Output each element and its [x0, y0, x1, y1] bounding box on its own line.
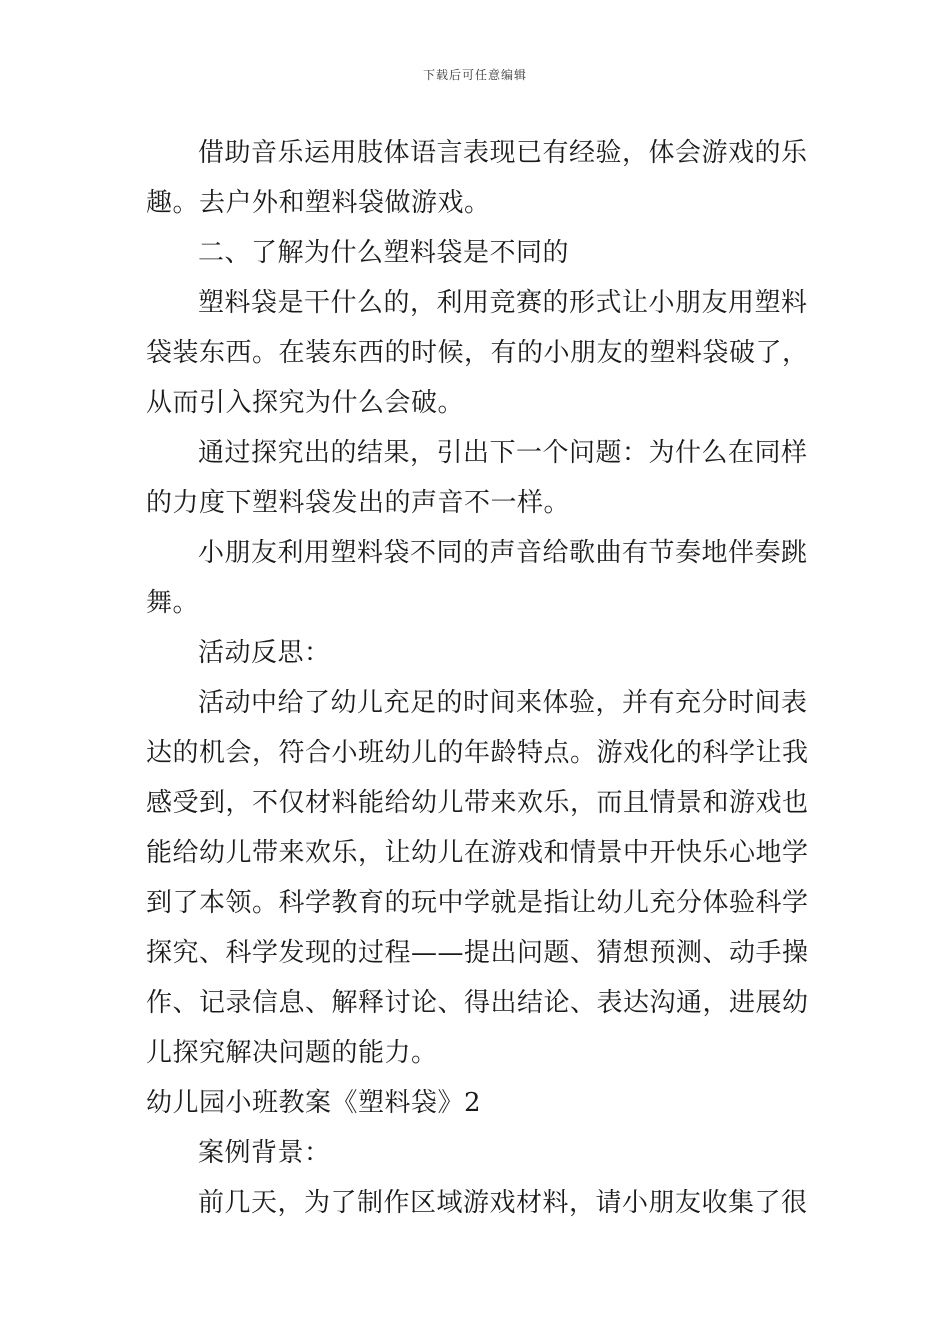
paragraph: 前几天，为了制作区域游戏材料，请小朋友收集了很 [198, 1188, 808, 1218]
subheading: 案例背景： [198, 1138, 331, 1168]
paragraph: 塑料袋是干什么的，利用竞赛的形式让小朋友用塑料袋装东西。在装东西的时候，有的小朋友的塑料袋破了，从而引入探究为什么会破。 [146, 288, 809, 418]
document-body [146, 128, 814, 1228]
subheading: 活动反思： [198, 638, 331, 668]
paragraph: 通过探究出的结果，引出下一个问题：为什么在同样的力度下塑料袋发出的声音不一样。 [146, 438, 808, 518]
paragraph: 借助音乐运用肢体语言表现已有经验，体会游戏的乐趣。去户外和塑料袋做游戏。 [146, 138, 808, 218]
header-note: 下载后可任意编辑 [422, 68, 527, 82]
paragraph: 活动中给了幼儿充足的时间来体验，并有充分时间表达的机会，符合小班幼儿的年龄特点。游戏化的科学让我感受到，不仅材料能给幼儿带来欢乐，而且情景和游戏也能给幼儿带来欢乐，让幼儿在游戏和情景中开快乐心地学到了本领。科学教育的玩中学就是指让幼儿充分体验科学探究、科学发现的过程——提出问题、猜想预测、动手操作、记录信息、解释讨论、得出结论、表达沟通，进展幼儿探究解决问题的能力。 [146, 688, 809, 1068]
paragraph: 小朋友利用塑料袋不同的声音给歌曲有节奏地伴奏跳舞。 [146, 538, 808, 618]
subheading: 二、了解为什么塑料袋是不同的 [198, 238, 570, 268]
section-title: 幼儿园小班教案《塑料袋》2 [146, 1088, 482, 1118]
